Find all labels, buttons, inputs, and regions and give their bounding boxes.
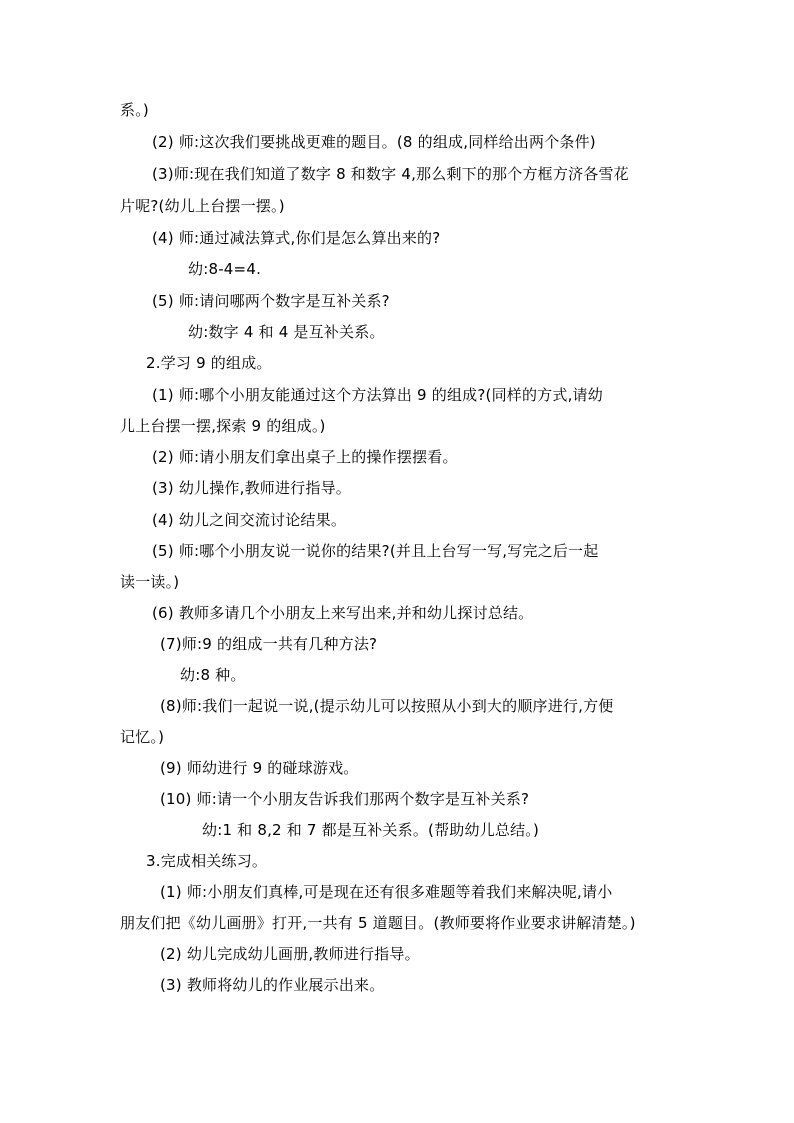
section-heading: 2.学习 9 的组成。 bbox=[146, 354, 272, 372]
text-line: (7)师:9 的组成一共有几种方法? bbox=[160, 635, 378, 653]
text-line: (8)师:我们一起说一说,(提示幼儿可以按照从小到大的顺序进行,方便 bbox=[160, 697, 614, 715]
text-line: (2) 幼儿完成幼儿画册,教师进行指导。 bbox=[160, 945, 420, 963]
text-line: (3) 教师将幼儿的作业展示出来。 bbox=[160, 976, 385, 994]
text-line: 系。) bbox=[120, 101, 149, 119]
text-line: 读一读。) bbox=[120, 573, 180, 591]
text-line: 幼:数字 4 和 4 是互补关系。 bbox=[188, 323, 385, 341]
text-line: (1) 师:哪个小朋友能通过这个方法算出 9 的组成?(同样的方式,请幼 bbox=[152, 386, 603, 404]
text-line: (4) 幼儿之间交流讨论结果。 bbox=[152, 511, 347, 529]
text-line: 记忆。) bbox=[120, 728, 165, 746]
text-line: (2) 师:请小朋友们拿出桌子上的操作摆摆看。 bbox=[152, 448, 458, 466]
text-line: 幼:8 种。 bbox=[180, 666, 246, 684]
text-line: (5) 师:哪个小朋友说一说你的结果?(并且上台写一写,写完之后一起 bbox=[152, 542, 599, 560]
text-line: 幼:8-4=4. bbox=[188, 260, 262, 278]
text-line: (6) 教师多请几个小朋友上来写出来,并和幼儿探讨总结。 bbox=[152, 604, 534, 622]
text-line: (3)师:现在我们知道了数字 8 和数字 4,那么剩下的那个方框方济各雪花 bbox=[152, 165, 629, 183]
text-line: (4) 师:通过减法算式,你们是怎么算出来的? bbox=[152, 229, 441, 247]
text-line: 幼:1 和 8,2 和 7 都是互补关系。(帮助幼儿总结。) bbox=[202, 821, 540, 839]
text-line: 朋友们把《幼儿画册》打开,一共有 5 道题目。(教师要将作业要求讲解清楚。) bbox=[120, 914, 636, 932]
text-line: 儿上台摆一摆,探索 9 的组成。) bbox=[120, 417, 326, 435]
text-line: (5) 师:请问哪两个数字是互补关系? bbox=[152, 292, 390, 310]
text-line: (3) 幼儿操作,教师进行指导。 bbox=[152, 479, 351, 497]
text-line: 片呢?(幼儿上台摆一摆。) bbox=[120, 197, 285, 215]
text-line: (1) 师:小朋友们真棒,可是现在还有很多难题等着我们来解决呢,请小 bbox=[160, 883, 613, 901]
text-line: (9) 师幼进行 9 的碰球游戏。 bbox=[160, 759, 359, 777]
section-heading: 3.完成相关练习。 bbox=[146, 852, 268, 870]
text-line: (10) 师:请一个小朋友告诉我们那两个数字是互补关系? bbox=[160, 790, 530, 808]
text-line: (2) 师:这次我们要挑战更难的题目。(8 的组成,同样给出两个条件) bbox=[152, 133, 596, 151]
